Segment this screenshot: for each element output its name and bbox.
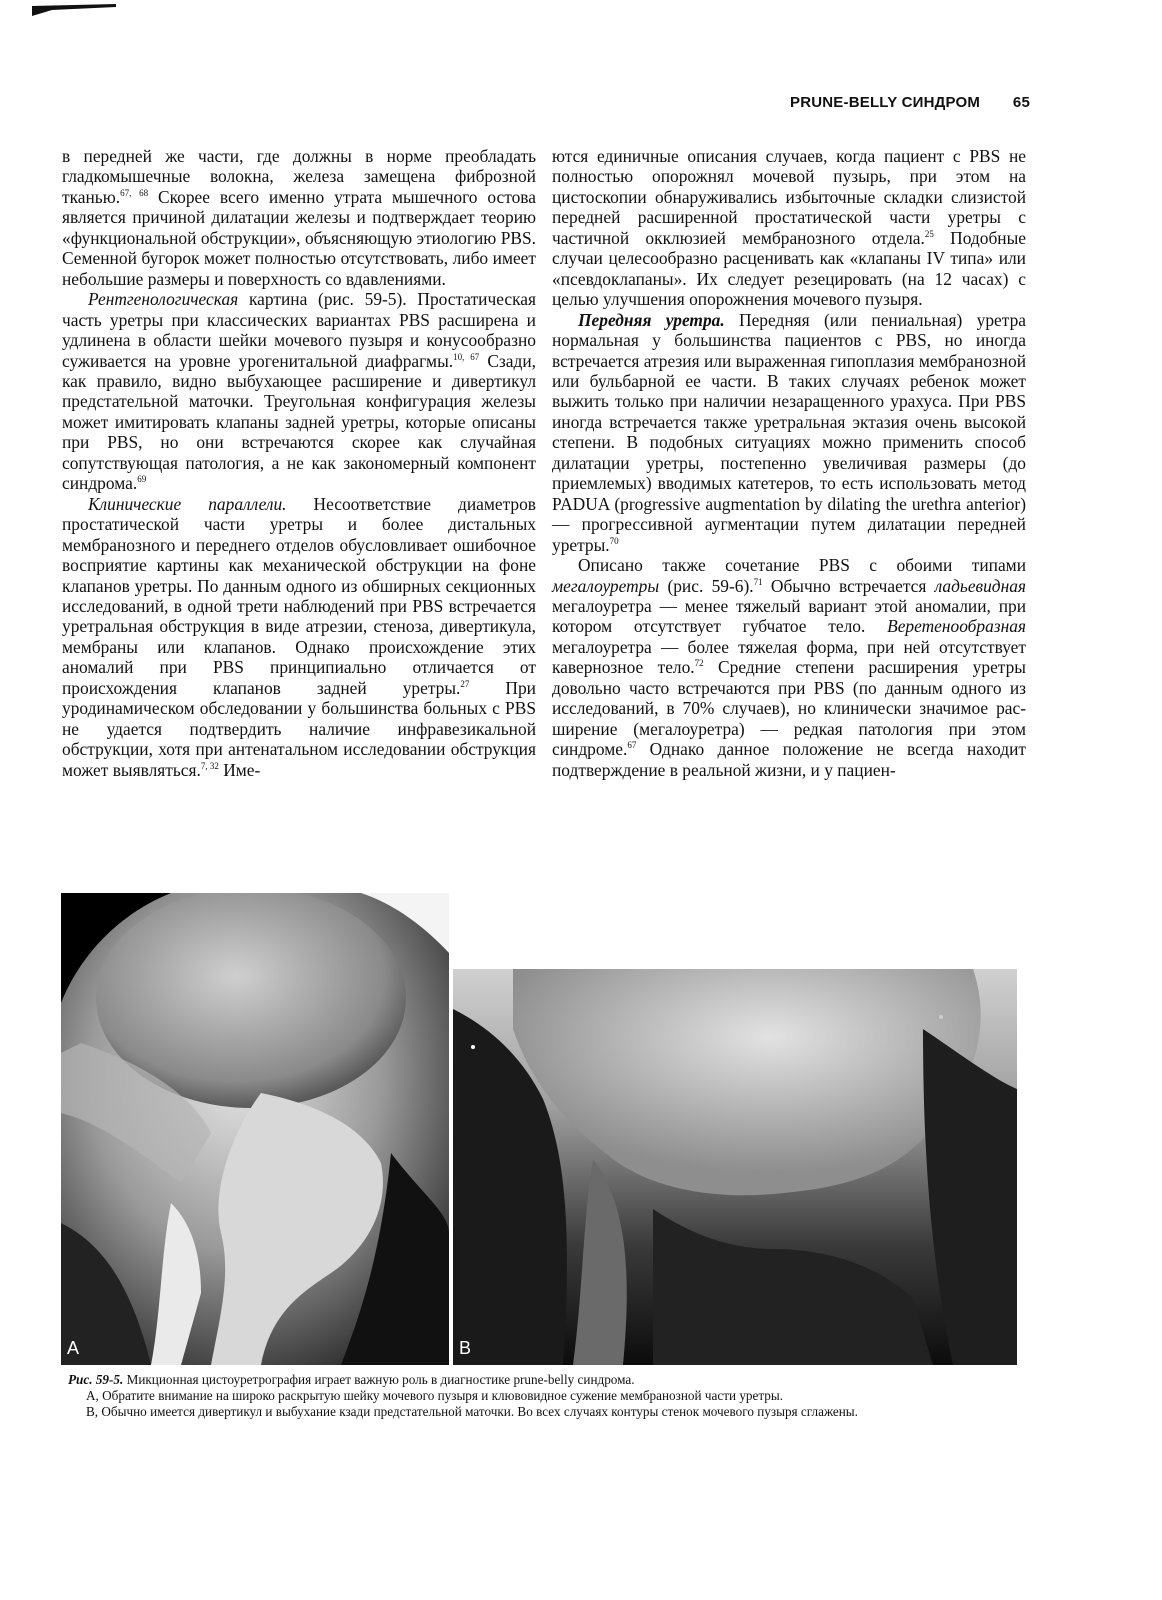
paragraph: Рентгенологическая картина (рис. 59-5). Простатическая часть уретры при классических вариантах PBS расширена и удлинена в области шейки мочевого пузыря и конусообразно суживается на уровне урогенитальной диафрагмы.$^{10, 67}$ Сзади, как правило, видно выбухающее расширение и дивертикул предстательной маточки. Треугольная конфигурация железы может имитировать клапаны задней уретры, которые описаны при PBS, но они встречаются скорее как случайная сопутствующая патология, а не как закономерный компонент синдрома.$^{69}$ bbox=[62, 289, 537, 494]
figure-label-a: A bbox=[67, 1338, 80, 1358]
xray-image-b bbox=[453, 969, 1017, 1365]
figure-59-5 bbox=[61, 893, 1017, 1365]
xray-a-graphic bbox=[61, 893, 449, 1365]
figure-label-b: B bbox=[459, 1338, 472, 1358]
caption-line: В, Обычно имеется дивертикул и выбухание кзади предстательной маточки. Во всех случаях контуры стенок мочевого пузыря сглажены. bbox=[86, 1404, 858, 1419]
caption-line: Рис. 59-5. Микционная цистоуретрография играет важную роль в диагностике prune-belly синдрома. bbox=[68, 1372, 635, 1387]
reference: 72 bbox=[694, 658, 704, 669]
caption-line: А, Обратите внимание на широко раскрытую шейку мочевого пузыря и клювовидное сужение мембранозной части уретры. bbox=[86, 1388, 784, 1403]
reference: 7, 32 bbox=[200, 760, 219, 771]
paragraph: в передней же части, где должны в норме преобладать гладкомышечные волокна, железа замещена фиброзной тканью.$^{67, 68}$ Скорее всего именно утрата мышечного остова является причиной дилатации железы и подтверждает теорию «функциональной обструкции», объясняющую этиологию PBS. Семенной бугорок может полностью отсутствовать, либо имеет небольшие размеры и поверхность со вдавлениями. bbox=[62, 146, 536, 289]
paragraph: Передняя уретра. Передняя (или пениальная) уретра нормальная у большинства пациентов с PBS, но иногда встречается атрезия или выраженная гипоплазия мембранозной или бульбарной ее части. В таких случаях ребенок может выжить только при наличии незаращенного урахуса. При PBS иногда встречается также уретральная эктазия очень высокой степени. В подобных ситуациях можно применить способ дилатации уретры, постепенно увеличивая размеры (до приемлемых) вводимых катетеров, то есть использовать метод PADUA (progressive augmentation by dilating the urethra anterior) — прогрессивной аугментации путем дилатации передней уретры.$^{70}$ bbox=[552, 309, 1026, 555]
emphasis: Клинические параллели. bbox=[88, 493, 287, 514]
running-header bbox=[790, 94, 1050, 111]
xray-image-a bbox=[61, 893, 449, 1365]
emphasis: мегалоуретры bbox=[552, 575, 660, 596]
header-title: PRUNE-BELLY СИНДРОМ bbox=[790, 94, 981, 111]
left-column bbox=[62, 146, 536, 780]
page-number: 65 bbox=[1012, 94, 1030, 111]
figure-caption bbox=[68, 1372, 1048, 1420]
section-heading: Передняя уретра. bbox=[578, 309, 725, 330]
reference: 10, 67 bbox=[453, 351, 480, 362]
emphasis: ладьевидная bbox=[934, 575, 1027, 596]
reference: 70 bbox=[609, 535, 619, 546]
reference: 67, 68 bbox=[120, 187, 149, 198]
reference: 69 bbox=[137, 474, 147, 485]
paragraph: Описано также сочетание PBS с обоими типами мегалоуретры (рис. 59-6).$^{71}$ Обычно встречается ладьевидная мегалоуретра — менее тяжелый вариант этой аномалии, при котором отсутствует губчатое тело. Веретенообразная мегалоуретра — более тяжелая форма, при ней отсутствует кавернозное тело.$^{72}$ Средние степени расширения уретры довольно часто встречаются при PBS (по данным одного из исследований, в 70% случаев), но клинически значимое расширение (мегалоуретра) — редкая патология при этом синдроме.$^{67}$ Однако данное положение не всегда находит подтверждение в реальной жизни, и у пациен- bbox=[552, 555, 1027, 780]
paragraph: Клинические параллели. Несоответствие диаметров простатической части уретры и более дистальных мембранозного и переднего отделов обусловливает ошибочное восприятие картины как механической обструкции на фоне клапанов уретры. По данным одного из обширных секционных исследований, в одной трети наблюдений при PBS встречается уретральная обструкция в виде атрезии, стеноза, дивертикула, мембраны или клапанов. Однако происхождение этих аномалий при PBS принципиально отличается от происхождения клапанов задней уретры.$^{27}$ При уродинамическом обследовании у большинства больных с PBS не удается подтвердить наличие инфравезикальной обструкции, хотя при антенатальном исследовании обструкция может выявляться.$^{7, 32}$ Име- bbox=[62, 493, 536, 780]
caption-label: Рис. 59-5. bbox=[68, 1372, 124, 1387]
emphasis: Веретенообразная bbox=[887, 616, 1026, 637]
reference: 27 bbox=[460, 678, 470, 689]
scan-artifact-mark bbox=[32, 4, 116, 18]
right-column bbox=[552, 146, 1026, 780]
reference: 67 bbox=[627, 740, 637, 751]
reference: 71 bbox=[753, 576, 763, 587]
xray-b-graphic bbox=[453, 969, 1017, 1365]
emphasis: Рентгенологическая bbox=[88, 289, 239, 310]
reference: 25 bbox=[924, 228, 934, 239]
paragraph: ются единичные описания случаев, когда пациент с PBS не полностью опорожнял мочевой пузырь, при этом на цистоскопии обнаруживались избыточные складки слизистой передней расширенной простатической части уретры с частичной окклюзией мембранозного отдела.$^{25}$ Подобные случаи целесообразно расценивать как «клапаны IV типа» или «псевдоклапаны». Их следует резецировать (на 12 часах) с целью улучшения опорожнения мочевого пузыря. bbox=[552, 146, 1027, 310]
